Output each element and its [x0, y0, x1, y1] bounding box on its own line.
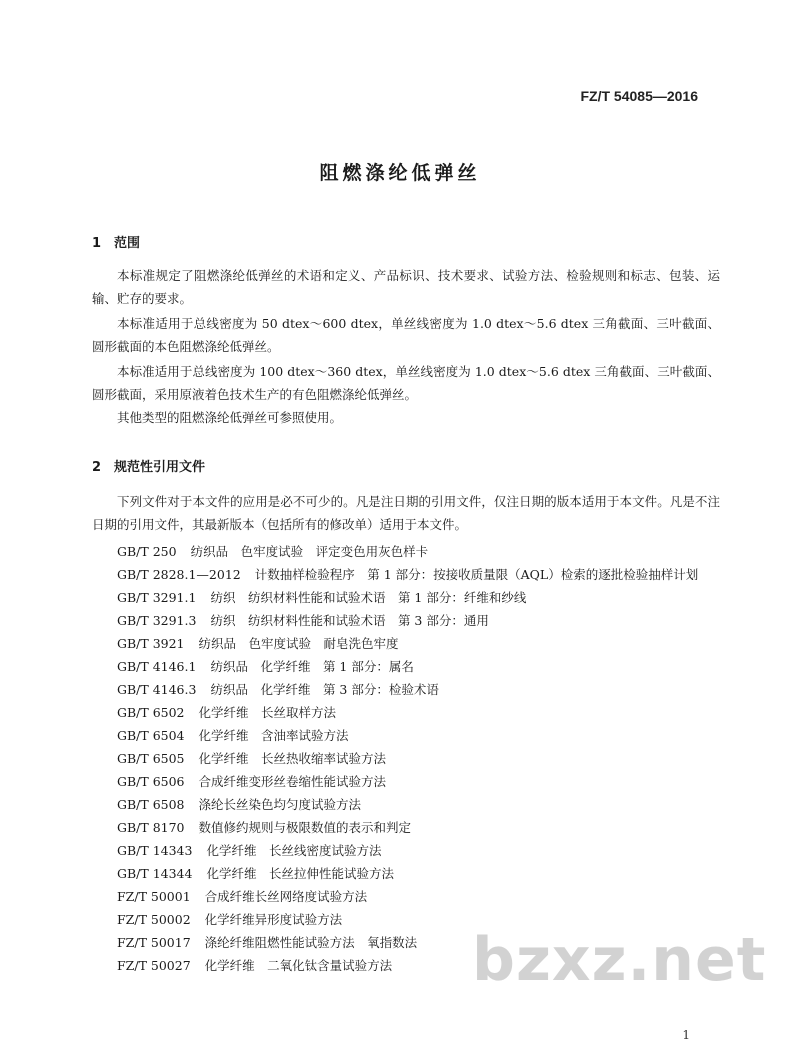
- section-1-paragraph: 本标准适用于总线密度为 50 dtex～600 dtex，单丝线密度为 1.0 dtex～5.6 dtex 三角截面、三叶截面、圆形截面的本色阻燃涤纶低弹丝。: [92, 316, 720, 354]
- reference-code: GB/T 4146.1: [117, 659, 197, 674]
- reference-code: FZ/T 50001: [117, 889, 191, 904]
- reference-item: [117, 586, 720, 609]
- reference-code: FZ/T 50017: [117, 935, 191, 950]
- reference-item: [117, 885, 720, 908]
- standard-code: FZ/T 54085—2016: [580, 88, 698, 104]
- watermark: bzxz.net: [472, 925, 767, 995]
- reference-title: 纺织品 色牢度试验 耐皂洗色牢度: [198, 636, 399, 651]
- reference-item: [92, 563, 720, 586]
- reference-code: FZ/T 50002: [117, 912, 191, 927]
- reference-code: GB/T 14344: [117, 866, 193, 881]
- page-number: 1: [682, 1028, 690, 1042]
- reference-list: [117, 540, 720, 977]
- reference-item: [117, 724, 720, 747]
- reference-code: GB/T 14343: [117, 843, 193, 858]
- reference-title: 计数抽样检验程序 第 1 部分：按接收质量限（AQL）检索的逐批检验抽样计划: [254, 567, 699, 582]
- section-2-heading: [92, 456, 205, 475]
- reference-title: 涤纶纤维阻燃性能试验方法 氧指数法: [204, 935, 418, 950]
- reference-title: 化学纤维异形度试验方法: [204, 912, 343, 927]
- reference-code: FZ/T 50027: [117, 958, 191, 973]
- reference-title: 纺织品 化学纤维 第 3 部分：检验术语: [210, 682, 439, 697]
- section-2-number: 2: [92, 460, 102, 475]
- section-1-paragraph: 本标准规定了阻燃涤纶低弹丝的术语和定义、产品标识、技术要求、试验方法、检验规则和标志、包装、运输、贮存的要求。: [92, 268, 720, 306]
- reference-item: [117, 655, 720, 678]
- reference-title: 化学纤维 二氧化钛含量试验方法: [204, 958, 393, 973]
- section-2-title: 规范性引用文件: [114, 460, 206, 475]
- reference-code: GB/T 3921: [117, 636, 185, 651]
- reference-item: [117, 609, 720, 632]
- reference-code: GB/T 2828.1—2012: [117, 567, 241, 582]
- section-1-heading: [92, 232, 140, 251]
- reference-code: GB/T 8170: [117, 820, 185, 835]
- reference-title: 数值修约规则与极限数值的表示和判定: [198, 820, 412, 835]
- reference-item: [117, 632, 720, 655]
- reference-title: 合成纤维长丝网络度试验方法: [204, 889, 368, 904]
- reference-code: GB/T 6502: [117, 705, 185, 720]
- reference-title: 化学纤维 长丝取样方法: [198, 705, 337, 720]
- reference-title: 纺织品 色牢度试验 评定变色用灰色样卡: [190, 544, 429, 559]
- reference-code: GB/T 250: [117, 544, 177, 559]
- reference-title: 化学纤维 长丝线密度试验方法: [206, 843, 382, 858]
- reference-code: GB/T 6508: [117, 797, 185, 812]
- section-1-paragraph: 本标准适用于总线密度为 100 dtex～360 dtex，单丝线密度为 1.0 dtex～5.6 dtex 三角截面、三叶截面、圆形截面，采用原液着色技术生产的有色阻燃涤纶低弹丝。: [92, 364, 720, 402]
- reference-item: [117, 747, 720, 770]
- reference-title: 涤纶长丝染色均匀度试验方法: [198, 797, 362, 812]
- reference-title: 化学纤维 长丝热收缩率试验方法: [198, 751, 387, 766]
- reference-item: [117, 862, 720, 885]
- reference-item: [117, 793, 720, 816]
- reference-item: [117, 678, 720, 701]
- reference-code: GB/T 6505: [117, 751, 185, 766]
- section-1-title: 范围: [114, 236, 141, 251]
- reference-code: GB/T 6504: [117, 728, 185, 743]
- reference-code: GB/T 4146.3: [117, 682, 197, 697]
- reference-item: [117, 839, 720, 862]
- reference-title: 纺织品 化学纤维 第 1 部分：属名: [210, 659, 414, 674]
- reference-code: GB/T 3291.1: [117, 590, 197, 605]
- section-1-number: 1: [92, 236, 102, 251]
- section-2-intro: 下列文件对于本文件的应用是必不可少的。凡是注日期的引用文件，仅注日期的版本适用于本文件。凡是不注日期的引用文件，其最新版本（包括所有的修改单）适用于本文件。: [92, 494, 720, 532]
- reference-code: GB/T 3291.3: [117, 613, 197, 628]
- reference-item: [117, 770, 720, 793]
- reference-title: 合成纤维变形丝卷缩性能试验方法: [198, 774, 387, 789]
- reference-code: GB/T 6506: [117, 774, 185, 789]
- reference-title: 化学纤维 含油率试验方法: [198, 728, 349, 743]
- reference-item: [117, 816, 720, 839]
- reference-item: [117, 540, 720, 563]
- reference-title: 纺织 纺织材料性能和试验术语 第 3 部分：通用: [210, 613, 489, 628]
- document-title: 阻燃涤纶低弹丝: [319, 162, 481, 184]
- reference-item: [117, 701, 720, 724]
- reference-title: 纺织 纺织材料性能和试验术语 第 1 部分：纤维和纱线: [210, 590, 527, 605]
- reference-title: 化学纤维 长丝拉伸性能试验方法: [206, 866, 394, 881]
- section-1-paragraph: 其他类型的阻燃涤纶低弹丝可参照使用。: [117, 410, 343, 425]
